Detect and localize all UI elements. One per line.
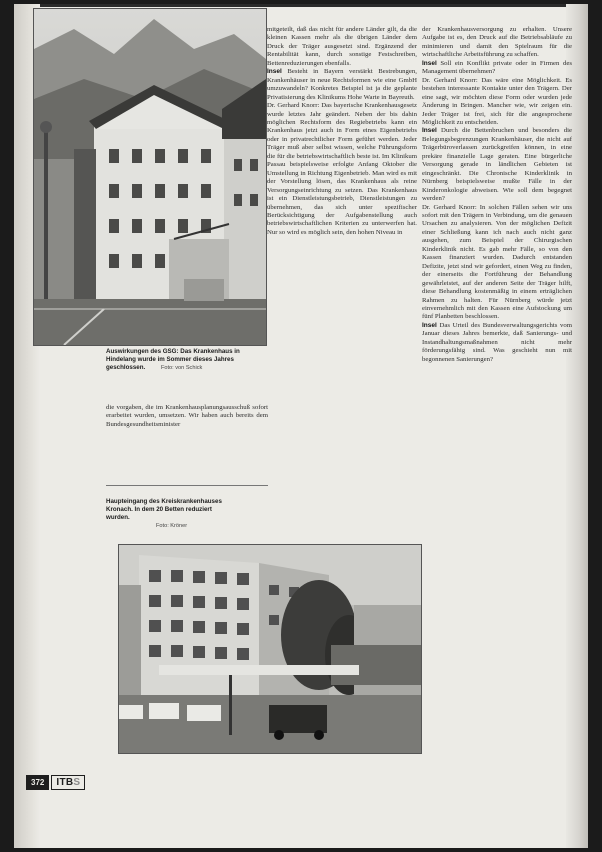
photo1-caption: [106, 348, 266, 372]
question-text: Das Urteil des Bundesverwaltungsgerichts vom Januar dieses Jahres bemerkte, daß Sanierungs- und Instandhaltungsmaßnahmen nicht mehr förderungsfähig sind. Was geschieht nun mit begonnenen Sanierungen?: [422, 321, 572, 363]
top-scan-edge: [40, 4, 588, 7]
answer-text: Dr. Gerhard Knorr: Das wäre eine Möglichkeit. Es bestehen interessante Kontakte unter den Trägern. Der eine sagt, wir möchten diese Form oder wurden jede Änderung in Bringen. Mancher wie, wir zeigen ein. Jeder Träger ist frei, sich für die angesprochene Möglichkeit zu entscheiden.: [422, 76, 572, 126]
column-2-paragraph-1: mitgeteilt, daß das nicht für andere Länder gilt, da die kleinen Kassen mehr als die übrigen Länder dem Druck der Träger ausgesetzt sind. Ergänzend der Rentabilität kann, durch sonstige Festschreiben, Bettenreduzierungen ebenfalls.: [267, 26, 417, 67]
hospital-entrance-image: [119, 545, 421, 753]
magazine-page: [14, 4, 588, 848]
question-block-1: [267, 68, 417, 102]
question-label: Insel: [422, 127, 437, 135]
photo2-caption: [106, 498, 236, 530]
magazine-name: ITB: [56, 776, 74, 788]
question-text: Durch die Bettenbruchen und besonders die Belegungsbegrenzungen Krankenhäuser, die nicht auf Trägerbüroverlassen zurückgreifen können, in eine prekäre finanzielle Lage geraten. Eine bürgerliche Versorgung gerade in ländlichen Gebieten ist eingeschränkt. Die Chronische Kinderklinik in Nürnberg beispielsweise mußte Fälle in der Kinderonkologie abweisen. Wie soll dem begegnet werden?: [422, 127, 573, 203]
photo-kronach-hospital: [118, 544, 422, 754]
page-footer: [26, 774, 85, 790]
article-column-1: [106, 404, 268, 429]
article-column-2: [267, 26, 417, 237]
magazine-suffix: S: [73, 776, 81, 788]
photo1-credit: Foto: von Schick: [160, 365, 203, 372]
question-label: Insel: [267, 68, 282, 76]
question-text: Soll ein Konflikt private oder in Firmen des Management übernehmen?: [422, 59, 573, 76]
answer-text: Dr. Gerhard Knorr: In solchen Fällen sehen wir uns sofort mit den Trägern in Verbindung, um die genauen Ursachen zu analysieren. Von der möglichen Defizit einer Schließung kann ich nach auch nicht ganz ausgehen, zum Beispiel der Chirurgischen Kinderklinik nicht. Es gab mehr Fälle, so von den Kassen finanziert wurden. Dadurch entstanden Defizite, jetzt sind wir gefordert, einen Weg zu finden, der einerseits die Fortführung der Behandlung gewährleistet, auf der anderen Seite der Träger hilft, diese Behandlung kostenmäßig in einem erträglichen Rahmen zu halten. Für Nürnberg würde jetzt einvernehmlich mit den Kassen eine Aufstockung um fünf Planbetten beschlossen.: [422, 203, 572, 321]
question-block-3: [422, 127, 572, 203]
divider-rule: [106, 485, 268, 486]
page-number: 372: [26, 775, 49, 790]
column-3-paragraph-1: der Krankenhausversorgung zu erhalten. Unsere Aufgabe ist es, den Druck auf die Betriebsabläufe zu minimieren und damit den Spielraum für die wirtschaftliche Arbeitsführung zu schaffen.: [422, 26, 572, 59]
photo2-caption-text: Haupteingang des Kreiskrankenhauses Kronach. In dem 20 Betten reduziert wurden.: [106, 498, 222, 522]
article-column-3: [422, 26, 572, 364]
photo2-credit: Foto: Kröner: [156, 523, 188, 530]
photo-hindelang-hospital: [33, 8, 267, 346]
question-text: Besteht in Bayern verstärkt Bestrebungen, Krankenhäuser in neue Rechtsformen wie eine GmbH umzuwandeln? Konkretes Beispiel ist ja die geplante Privatisierung des Klinikums Hohe Warte in Bayreuth.: [267, 68, 417, 101]
answer-text: Dr. Gerhard Knorr: Das bayerische Krankenhausgesetz wurde letztes Jahr geändert. Neben der bis dahin möglichen Rechtsform des Regiebetriebs kann ein Krankenhaus jetzt auch in Form eines Eigenbetriebs oder in privatrechtlicher Form geführt werden. Jeder Träger muß aber selbst wissen, welche Führungsform die für die betriebswirtschaftlich beste ist. Im Klinikum Passau beispielsweise erfolgte Anfang Oktober die Umstellung in Richtung Eigenbetrieb. Man wird es mit der Vorstellung lösen, das Krankenhaus als reine Versorgungseinrichtung zu setzen. Das Krankenhaus ist ein Dienstleistungsbetrieb, Dienstleistungen zu übernehmen, das sich unter spezifischer Berücksichtigung der Aufgabenstellung auch betriebswirtschaftlichen Kriterien zu unterwerfen hat. Nur so wird es möglich sein, den hohen Niveau in: [267, 102, 417, 236]
hospital-building-image: [34, 9, 266, 345]
question-block-4: [422, 322, 572, 364]
magazine-logo: [51, 775, 85, 790]
column-1-paragraph: die vorgaben, die im Krankenhausplanungsausschuß sofort erarbeitet wurden, umsetzen. Wir haben auch bereits dem Bundesgesundheitsminister: [106, 404, 268, 428]
question-label: Insel: [422, 321, 437, 329]
question-label: Insel: [422, 59, 437, 67]
photo1-caption-text: Auswirkungen des GSG: Das Krankenhaus in Hindelang wurde im Sommer dieses Jahres geschlossen.: [106, 348, 240, 372]
question-block-2: [422, 60, 572, 77]
